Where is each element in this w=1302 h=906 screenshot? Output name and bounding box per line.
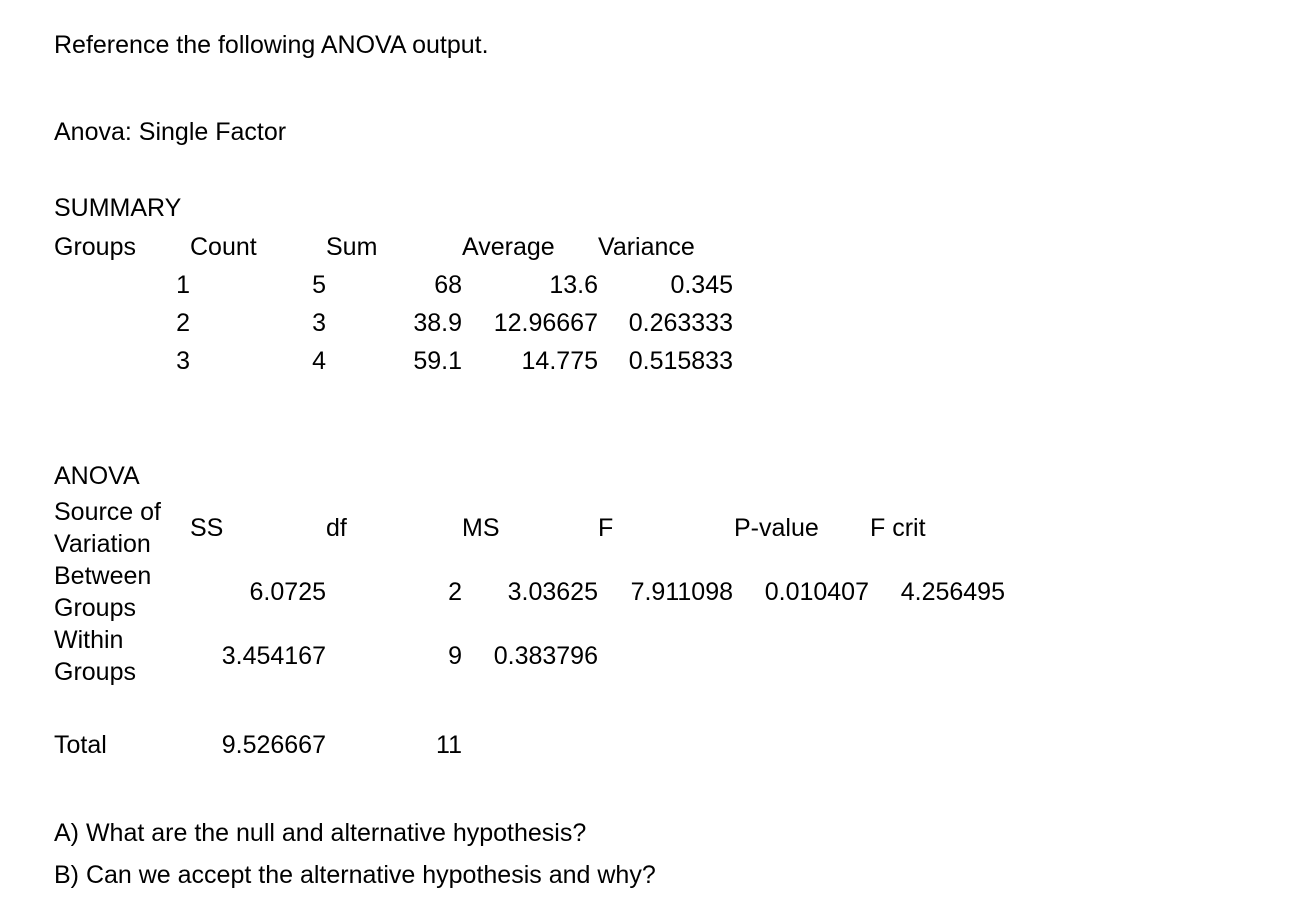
summary-cell-count: 3 <box>312 309 326 337</box>
question-a: A) What are the null and alternative hypothesis? <box>54 819 587 847</box>
summary-cell-sum: 68 <box>434 271 462 299</box>
summary-cell-variance: 0.263333 <box>628 309 733 337</box>
anova-header-fcrit: F crit <box>870 514 926 542</box>
anova-cell-pvalue: 0.010407 <box>764 578 869 606</box>
anova-cell-ms: 3.03625 <box>507 578 598 606</box>
anova-cell-fcrit: 4.256495 <box>900 578 1005 606</box>
summary-cell-sum: 59.1 <box>413 347 462 375</box>
summary-cell-count: 5 <box>312 271 326 299</box>
anova-cell-source: Within Groups <box>54 626 136 686</box>
summary-cell-average: 14.775 <box>521 347 598 375</box>
anova-heading: ANOVA <box>54 462 140 490</box>
summary-cell-group: 3 <box>176 347 190 375</box>
summary-header-groups: Groups <box>54 233 136 261</box>
anova-cell-ss: 6.0725 <box>249 578 326 606</box>
anova-cell-df: 11 <box>436 731 462 759</box>
anova-header-source: Source of Variation <box>54 498 162 558</box>
summary-cell-group: 2 <box>176 309 190 337</box>
anova-cell-ss: 9.526667 <box>221 731 326 759</box>
anova-header-ms: MS <box>462 514 500 542</box>
summary-cell-sum: 38.9 <box>413 309 462 337</box>
anova-cell-source: Total <box>54 731 107 759</box>
summary-cell-variance: 0.345 <box>670 271 733 299</box>
summary-cell-average: 13.6 <box>549 271 598 299</box>
anova-header-f: F <box>598 514 614 542</box>
summary-cell-variance: 0.515833 <box>628 347 733 375</box>
question-b: B) Can we accept the alternative hypothesis and why? <box>54 861 656 889</box>
anova-cell-source: Between Groups <box>54 562 152 622</box>
anova-cell-df: 2 <box>448 578 462 606</box>
anova-header-df: df <box>326 514 347 542</box>
intro-text: Reference the following ANOVA output. <box>54 31 489 59</box>
analysis-title: Anova: Single Factor <box>54 118 287 146</box>
summary-cell-group: 1 <box>176 271 190 299</box>
summary-cell-count: 4 <box>312 347 326 375</box>
anova-cell-ms: 0.383796 <box>493 642 598 670</box>
anova-header-pvalue: P-value <box>734 514 819 542</box>
summary-heading: SUMMARY <box>54 194 182 222</box>
summary-header-sum: Sum <box>326 233 378 261</box>
summary-cell-average: 12.96667 <box>493 309 598 337</box>
anova-cell-f: 7.911098 <box>630 578 733 606</box>
anova-cell-df: 9 <box>448 642 462 670</box>
anova-cell-ss: 3.454167 <box>221 642 326 670</box>
summary-header-count: Count <box>190 233 257 261</box>
summary-header-variance: Variance <box>598 233 695 261</box>
summary-header-average: Average <box>462 233 555 261</box>
anova-header-ss: SS <box>190 514 224 542</box>
